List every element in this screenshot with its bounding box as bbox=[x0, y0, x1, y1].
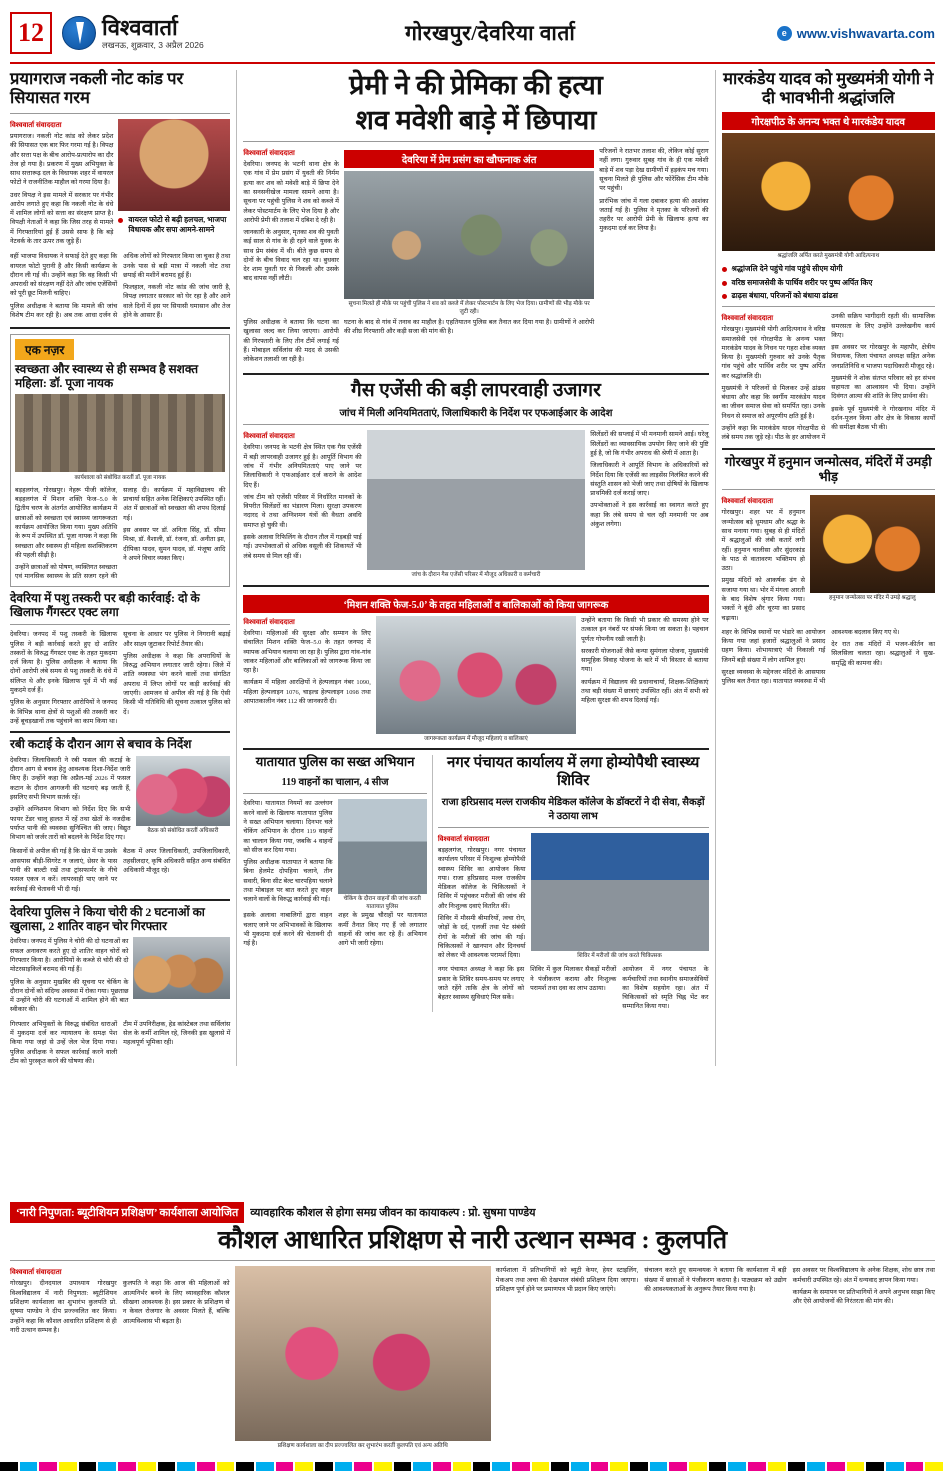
kicker: ‘मिशन शक्ति फेज-5.0’ के तहत महिलाओं व बालिकाओं को किया जागरूक bbox=[243, 595, 708, 613]
color-swatch bbox=[492, 1462, 510, 1471]
photo-caption: जागरूकता कार्यक्रम में मौजूद महिलाएं व बालिकाएं bbox=[423, 735, 528, 742]
bullet-item: ढाढ़स बंधाया, परिजनों को बंधाया ढांढस bbox=[722, 291, 936, 301]
paragraph: देवरिया। जनपद में पुलिस ने चोरी की दो घटनाओं का सफल अनावरण करते हुए दो शातिर वाहन चोरों को गिरफ्तार किया है। आरोपियों के कब्जे से चोरी की दो मोटरसाइकिलें बरामद की गई हैं। bbox=[10, 938, 129, 974]
paragraph: शहर के विभिन्न स्थानों पर भंडारे का आयोजन किया गया जहां हजारों श्रद्धालुओं ने प्रसाद ग्रहण किया। शोभायात्राएं भी निकाली गईं जिनमें बड़ी संख्या में लोग शामिल हुए। bbox=[721, 628, 826, 664]
article-photo bbox=[136, 756, 231, 826]
byline: विश्ववार्ता संवाददाता bbox=[243, 618, 295, 626]
headline-line1: प्रेमी ने की प्रेमिका की हत्या bbox=[349, 70, 603, 100]
color-swatches bbox=[0, 1462, 945, 1471]
paragraph: पुलिस अधीक्षक ने कहा कि अपराधियों के विरुद्ध अभियान लगातार जारी रहेगा। जिले में शांति व्यवस्था भंग करने वालों तथा संगठित अपराध में लिप्त लोगों पर कड़ी कार्रवाई की जाएगी। आमजन से अपील की गई है कि ऐसी किसी भी गतिविधि की सूचना तत्काल पुलिस को दें। bbox=[123, 652, 231, 716]
publication-logo bbox=[62, 16, 204, 50]
paragraph: उधर विपक्ष ने इस मामले में सरकार पर गंभीर आरोप लगाते हुए कहा कि नकली नोट के धंधे में शामिल लोगों को सत्ता का संरक्षण प्राप्त है। विपक्षी नेताओं ने कहा कि जिस तरह से मामले में गिरफ्तारियां हुई हैं उससे साफ है कि बड़े नेटवर्क के तार ऊपर तक जुड़े हैं। bbox=[10, 191, 114, 246]
color-swatch bbox=[177, 1462, 195, 1471]
paragraph: सिलेंडरों की सप्लाई में भी मनमानी सामने आई। घरेलू सिलेंडरों का व्यावसायिक उपयोग किए जाने की पुष्टि हुई है, जो कि गंभीर अपराध की श्रेणी में आता है। bbox=[590, 431, 709, 457]
paragraph: पुलिस अधीक्षक ने बताया कि घटना का खुलासा जल्द कर लिया जाएगा। आरोपी की गिरफ्तारी के लिए तीन टीमें लगाई गई हैं। मोबाइल सर्विलांस की मदद से उसकी लोकेशन तलाशी जा रही है। bbox=[243, 319, 339, 364]
training-banner-right: व्यावहारिक कौशल से होगा समग्र जीवन का कायाकल्प : प्रो. सुषमा पाण्डेय bbox=[250, 1206, 536, 1219]
paragraph: कार्यक्रम के समापन पर प्रतिभागियों ने अपने अनुभव साझा किए और ऐसे आयोजनों की निरंतरता की मांग की। bbox=[792, 1289, 935, 1306]
headline: कौशल आधारित प्रशिक्षण से नारी उत्थान सम्भव : कुलपति bbox=[217, 1226, 728, 1254]
headline: स्वच्छता और स्वास्थ्य से ही सम्भव है सशक्त महिला: डॉ. पूजा नायक bbox=[15, 361, 199, 390]
color-swatch bbox=[276, 1462, 294, 1471]
color-swatch bbox=[886, 1462, 904, 1471]
publication-edition-date: लखनऊ, शुक्रवार, 3 अप्रैल 2026 bbox=[102, 39, 204, 50]
training-banner-left: ‘नारी निपुणता: ब्यूटीशियन प्रशिक्षण’ कार्यशाला आयोजित bbox=[10, 1202, 244, 1223]
byline: विश्ववार्ता संवाददाता bbox=[721, 498, 774, 506]
logo-icon bbox=[62, 16, 96, 50]
byline: विश्ववार्ता संवाददाता bbox=[10, 1269, 62, 1277]
paragraph: घटना के बाद से गांव में तनाव का माहौल है। एहतियातन पुलिस बल तैनात कर दिया गया है। ग्रामीणों ने आरोपी की शीघ्र गिरफ्तारी और कड़ी सजा की मांग की है। bbox=[343, 319, 595, 336]
photo-caption: प्रशिक्षण कार्यशाला का दीप प्रज्ज्वलित कर शुभारंभ करतीं कुलपति एवं अन्य अतिथि bbox=[277, 1443, 448, 1450]
paragraph: उन्होंने छात्राओं को पोषण, व्यक्तिगत स्वच्छता एवं मानसिक स्वास्थ्य के प्रति सजग रहने की सलाह दी। कार्यक्रम में महाविद्यालय की प्राचार्या सहित अनेक शिक्षिकाएं उपस्थित रहीं। अंत में छात्राओं को स्वच्छता की शपथ दिलाई गई। bbox=[15, 486, 226, 581]
article-ek-nazar bbox=[10, 334, 230, 587]
paragraph: बड़हलगंज, गोरखपुर। नगर पंचायत कार्यालय परिसर में निःशुल्क होम्योपैथी स्वास्थ्य शिविर का आयोजन किया गया। राजा हरिप्रसाद मल्ल राजकीय मेडिकल कॉलेज के चिकित्सकों ने शिविर में पहुंचकर मरीजों की जांच की और निःशुल्क दवाएं वितरित कीं। bbox=[437, 846, 526, 910]
kicker: देवरिया में प्रेम प्रसंग का खौफनाक अंत bbox=[344, 150, 594, 168]
color-swatch bbox=[847, 1462, 865, 1471]
color-swatch bbox=[354, 1462, 372, 1471]
paragraph: शिविर में मौसमी बीमारियों, त्वचा रोग, जोड़ों के दर्द, एलर्जी तथा पेट संबंधी रोगों के मरीजों की जांच की गई। चिकित्सकों ने खानपान और दिनचर्या को लेकर भी आवश्यक परामर्श दिया। bbox=[437, 914, 526, 960]
color-swatch bbox=[236, 1462, 254, 1471]
color-swatch bbox=[728, 1462, 746, 1471]
paragraph: जांच टीम को एजेंसी परिसर में निर्धारित मानकों के विपरीत सिलेंडरों का भंडारण मिला। सुरक्षा उपकरण नदारद थे तथा अग्निशमन यंत्रों की वैधता अवधि समाप्त हो चुकी थी। bbox=[243, 493, 362, 529]
article-photo bbox=[118, 119, 230, 211]
paragraph: परिजनों ने रातभर तलाश की, लेकिन कोई सुराग नहीं लगा। गुरुवार सुबह गांव के ही एक मवेशी बाड़े में शव पड़ा देख ग्रामीणों में हड़कंप मच गया। सूचना मिलते ही पुलिस और फोरेंसिक टीम मौके पर पहुंची। bbox=[599, 148, 709, 193]
color-swatch bbox=[807, 1462, 825, 1471]
color-swatch bbox=[473, 1462, 491, 1471]
paragraph: देवरिया। जनपद में पशु तस्करी के खिलाफ पुलिस ने बड़ी कार्रवाई करते हुए दो शातिर तस्करों के विरुद्ध गैंगस्टर एक्ट के तहत मुकदमा दर्ज किया है। पुलिस अधीक्षक ने बताया कि दोनों आरोपी लंबे समय से पशु तस्करी के धंधे में संलिप्त थे और इनके खिलाफ पूर्व में भी कई मुकदमे दर्ज हैं। bbox=[10, 631, 118, 694]
color-swatch bbox=[906, 1462, 924, 1471]
color-swatch bbox=[610, 1462, 628, 1471]
color-swatch bbox=[630, 1462, 648, 1471]
section-title: गोरखपुर/देवरिया वार्ता bbox=[405, 21, 576, 45]
paragraph: देर रात तक मंदिरों में भजन-कीर्तन का सिलसिला चलता रहा। श्रद्धालुओं ने सुख-समृद्धि की कामना की। bbox=[831, 641, 936, 667]
color-swatch bbox=[866, 1462, 884, 1471]
paragraph: गोरखपुर। मुख्यमंत्री योगी आदित्यनाथ ने वरिष्ठ समाजसेवी एवं गोरक्षपीठ के अनन्य भक्त मारकंडेय यादव के निधन पर गहरा शोक व्यक्त किया है। मुख्यमंत्री गुरुवार को उनके पैतृक गांव पहुंचे और पार्थिव शरीर पर पुष्प अर्पित कर श्रद्धांजलि दी। bbox=[721, 326, 826, 380]
paragraph: मुख्यमंत्री ने परिजनों से मिलकर उन्हें ढांढस बंधाया और कहा कि स्वर्गीय मारकंडेय यादव का जीवन समाज सेवा को समर्पित रहा। उनके निधन से समाज को अपूरणीय क्षति हुई है। bbox=[721, 384, 826, 420]
color-swatch bbox=[20, 1462, 38, 1471]
color-swatch bbox=[98, 1462, 116, 1471]
paragraph: पुलिस के अनुसार गिरफ्तार आरोपियों ने जनपद के विभिन्न थाना क्षेत्रों से पशुओं की तस्करी कर उन्हें बूचड़खानों तक पहुंचाने का काम किया था। सूचना के आधार पर पुलिस ने निगरानी बढ़ाई और साक्ष्य जुटाकर रिपोर्ट तैयार की। bbox=[10, 631, 231, 725]
paragraph: पुलिस अधीक्षक यातायात ने बताया कि बिना हेलमेट दोपहिया चलाने, तीन सवारी, बिना सीट बेल्ट चारपहिया चलाने तथा मोबाइल पर बात करते हुए वाहन चलाने वालों के विरुद्ध कार्रवाई की गई। bbox=[243, 859, 333, 904]
color-swatch bbox=[551, 1462, 569, 1471]
article-hanuman-janmotsav bbox=[722, 455, 936, 687]
article-photo bbox=[338, 799, 427, 894]
paragraph: नगर पंचायत अध्यक्ष ने कहा कि इस प्रकार के शिविर समय-समय पर लगाए जाते रहेंगे ताकि क्षेत्र के लोगों को बेहतर स्वास्थ्य सुविधाएं मिल सकें। bbox=[437, 966, 525, 1002]
photo-caption: जांच के दौरान गैस एजेंसी परिसर में मौजूद अधिकारी व कर्मचारी bbox=[411, 572, 541, 579]
color-swatch bbox=[650, 1462, 668, 1471]
color-swatch bbox=[0, 1462, 18, 1471]
paragraph: प्रारंभिक जांच में गला दबाकर हत्या की आशंका जताई गई है। पुलिस ने मृतका के परिजनों की तहरीर पर आरोपी प्रेमी के खिलाफ हत्या का मुकदमा दर्ज कर लिया है। bbox=[599, 197, 709, 233]
masthead bbox=[10, 8, 935, 64]
paragraph: शिविर में कुल मिलाकर सैकड़ों मरीजों ने पंजीकरण कराया और निःशुल्क परामर्श तथा दवा का लाभ उठाया। bbox=[530, 966, 617, 992]
byline: विश्ववार्ता संवाददाता bbox=[437, 835, 490, 843]
color-swatch bbox=[256, 1462, 274, 1471]
paragraph: गोरखपुर। शहर भर में हनुमान जन्मोत्सव बड़े धूमधाम और श्रद्धा के साथ मनाया गया। सुबह से ही मंदिरों में श्रद्धालुओं की लंबी कतारें लगी रहीं। हनुमान चालीसा और सुंदरकांड के पाठ से वातावरण भक्तिमय हो उठा। bbox=[721, 509, 805, 573]
article-beautician-training bbox=[10, 1198, 935, 1451]
byline: विश्ववार्ता संवाददाता bbox=[243, 433, 295, 441]
headline: प्रयागराज नकली नोट कांड पर सियासत गरम bbox=[10, 69, 184, 107]
article-photo bbox=[376, 616, 576, 734]
color-swatch bbox=[217, 1462, 235, 1471]
byline: विश्ववार्ता संवाददाता bbox=[721, 315, 774, 323]
article-rabi-fire-safety bbox=[10, 738, 230, 894]
paragraph: प्रयागराज। नकली नोट कांड को लेकर प्रदेश की सियासत एक बार फिर गरमा गई है। विपक्ष और सत्ता पक्ष के बीच आरोप-प्रत्यारोप का दौर तेज हो गया है। प्रकरण में मुख्य अभियुक्त के साथ सत्तारूढ़ दल के विधायक शहर में वायरल फोटो ने राजनीतिक माहौल को गरमा दिया है। bbox=[10, 132, 114, 187]
article-prayagraj-fake-notes bbox=[10, 70, 230, 322]
color-swatch bbox=[374, 1462, 392, 1471]
bullet-item: श्रद्धांजलि देने पहुंचे गांव पहुंचे सीएम योगी bbox=[722, 264, 936, 274]
article-mission-shakti bbox=[243, 592, 708, 744]
paragraph: देवरिया। जनपद के भटनी थाना क्षेत्र के एक गांव में प्रेम प्रसंग में युवती की निर्मम हत्या कर शव को मवेशी बाड़े में छिपा देने का सनसनीखेज मामला सामने आया है। सूचना पर पहुंची पुलिस ने शव को कब्जे में लेकर पोस्टमार्टम के लिए भेज दिया है और आरोपी प्रेमी की तलाश में दबिश दे रही है। bbox=[243, 161, 339, 224]
paragraph: फिलहाल, नकली नोट कांड की जांच जारी है, विपक्ष लगातार सरकार को घेर रहा है और आने वाले दिनों में इस पर सियासी घमासान और तेज होने के आसार हैं। bbox=[123, 284, 231, 319]
color-swatch bbox=[925, 1462, 943, 1471]
kicker: गोरक्षपीठ के अनन्य भक्त थे मारकंडेय यादव bbox=[722, 112, 936, 130]
headline: देवरिया पुलिस ने किया चोरी की 2 घटनाओं का खुलासा, 2 शातिर वाहन चोर गिरफ्तार bbox=[10, 904, 205, 933]
paragraph: जानकारी के अनुसार, मृतका शव की युवती कई साल से गांव के ही रहने वाले युवक के साथ प्रेम संबंध में थी। बीते कुछ समय से दोनों के बीच विवाद चल रहा था। बुधवार देर शाम युवती घर से निकली और उसके बाद वापस नहीं लौटी। bbox=[243, 229, 339, 283]
color-swatch bbox=[158, 1462, 176, 1471]
bullet-item: वायरल फोटो से बढ़ी हलचल, भाजपा विधायक और सपा आमने-सामने bbox=[118, 215, 230, 236]
paragraph: उपभोक्ताओं ने इस कार्रवाई का स्वागत करते हुए कहा कि लंबे समय से चल रही मनमानी पर अब अंकुश लगेगा। bbox=[590, 502, 709, 528]
paragraph: इस अवसर पर डॉ. अनिता सिंह, डॉ. सीमा मिश्रा, डॉ. वैशाली, डॉ. रंजना, डॉ. अनीता झा, दीपिका यादव, सुमन यादव, डॉ. मंजूषा आदि ने अपने विचार व्यक्त किए। bbox=[123, 527, 226, 562]
color-swatch bbox=[39, 1462, 57, 1471]
paragraph: देवरिया। जिलाधिकारी ने रबी फसल की कटाई के दौरान आग से बचाव हेतु आवश्यक दिशा-निर्देश जारी किए हैं। उन्होंने कहा कि अप्रैल-मई 2026 में फसल कटान के दौरान आगजनी की घटनाएं बढ़ जाती हैं, इसलिए सभी विभाग सतर्क रहें। bbox=[10, 756, 131, 802]
paragraph: कुलपति ने कहा कि आज की महिलाओं को आत्मनिर्भर बनने के लिए व्यावहारिक कौशल सीखना आवश्यक है। इस प्रकार के प्रशिक्षण से न केवल रोजगार के अवसर मिलते हैं, बल्कि आत्मविश्वास भी बढ़ता है। bbox=[122, 1280, 230, 1325]
color-swatch bbox=[669, 1462, 687, 1471]
color-swatch bbox=[453, 1462, 471, 1471]
bullet-item: वरिष्ठ समाजसेवी के पार्थिव शरीर पर पुष्प अर्पित किए bbox=[722, 278, 936, 288]
article-photo bbox=[344, 171, 594, 299]
headline: गोरखपुर में हनुमान जन्मोत्सव, मंदिरों में उमड़ी भीड़ bbox=[724, 453, 932, 484]
paragraph: किसानों से अपील की गई है कि खेत में या उसके आसपास बीड़ी-सिगरेट न जलाएं, थ्रेसर के पास पानी की बाल्टी रखें तथा ट्रांसफार्मर के नीचे फसल एकत्र न करें। लापरवाही पाए जाने पर कार्रवाई की चेतावनी भी दी गई। bbox=[10, 848, 118, 893]
paragraph: मुख्यमंत्री ने शोक संतप्त परिवार को हर संभव सहायता का आश्वासन भी दिया। उन्होंने दिवंगत आत्मा की शांति के लिए प्रार्थना की। bbox=[831, 374, 936, 401]
paragraph: उन्होंने बताया कि किसी भी प्रकार की समस्या होने पर तत्काल इन नंबरों पर संपर्क किया जा सकता है। पहचान पूर्णतः गोपनीय रखी जाती है। bbox=[581, 616, 709, 643]
paragraph: कार्यक्रम में विद्यालय की प्रधानाचार्या, शिक्षक-शिक्षिकाएं तथा बड़ी संख्या में छात्राएं उपस्थित रहीं। अंत में सभी को महिला सुरक्षा की शपथ दिलाई गई। bbox=[581, 678, 709, 705]
color-swatch bbox=[59, 1462, 77, 1471]
photo-caption: शिविर में मरीजों की जांच करते चिकित्सक bbox=[577, 952, 662, 959]
column-right bbox=[722, 70, 936, 1066]
photo-caption: हनुमान जन्मोत्सव पर मंदिर में उमड़े श्रद्धालु bbox=[829, 595, 916, 602]
article-photo bbox=[235, 1266, 491, 1441]
article-theft-solved bbox=[10, 906, 230, 1066]
headline: मारकंडेय यादव को मुख्यमंत्री योगी ने दी भावभीनी श्रद्धांजलि bbox=[723, 69, 934, 107]
color-swatch bbox=[433, 1462, 451, 1471]
photo-caption: चेकिंग के दौरान वाहनों की जांच करती यातायात पुलिस bbox=[343, 896, 421, 910]
paragraph: गोरखपुर। दीनदयाल उपाध्याय गोरखपुर विश्वविद्यालय में नारी निपुणता: ब्यूटीशियन प्रशिक्षण कार्यशाला का शुभारंभ कुलपति प्रो. सुषमा पाण्डेय ने दीप प्रज्ज्वलित कर किया। उन्होंने कहा कि कौशल आधारित प्रशिक्षण से ही नारी उत्थान सम्भव है। bbox=[10, 1280, 117, 1334]
article-photo bbox=[531, 833, 709, 951]
paragraph: इसके अलावा नाबालिगों द्वारा वाहन चलाए जाने पर अभिभावकों के खिलाफ भी मुकदमा दर्ज करने की चेतावनी दी गई है। bbox=[243, 912, 333, 948]
headline: देवरिया में पशु तस्करी पर बड़ी कार्रवाई: दो के खिलाफ गैंगस्टर एक्ट लगा bbox=[10, 590, 200, 619]
color-swatch bbox=[709, 1462, 727, 1471]
headline: नगर पंचायत कार्यालय में लगा होम्योपैथी स्वास्थ्य शिविर bbox=[447, 755, 700, 789]
paragraph: संचालन करते हुए समन्वयक ने बताया कि कार्यशाला में बड़ी संख्या में छात्राओं ने पंजीकरण कराया है। पाठ्यक्रम को उद्योग की आवश्यकताओं के अनुरूप तैयार किया गया है। bbox=[644, 1267, 787, 1294]
color-swatch bbox=[335, 1462, 353, 1471]
headline: यातायात पुलिस का सख्त अभियान bbox=[255, 754, 415, 770]
article-photo bbox=[15, 394, 225, 472]
paragraph: वहीं भाजपा विधायक ने सफाई देते हुए कहा कि वायरल फोटो पुरानी है और किसी कार्यक्रम के दौरान ली गई थी। उन्होंने कहा कि वह किसी भी अपराधी को संरक्षण नहीं देते और जांच एजेंसियों को पूरी छूट मिलनी चाहिए। bbox=[10, 253, 118, 298]
headline-line2: शव मवेशी बाड़े में छिपाया bbox=[355, 105, 597, 136]
paragraph: इसके अलावा रिफिलिंग के दौरान तौल में गड़बड़ी पाई गई। उपभोक्ताओं से अधिक वसूली की शिकायतें भी लंबे समय से मिल रही थीं। bbox=[243, 533, 362, 560]
paragraph: पुलिस के अनुसार मुखबिर की सूचना पर चेकिंग के दौरान दोनों को संदिग्ध अवस्था में रोका गया। पूछताछ में उन्होंने चोरी की घटनाओं में शामिल होने की बात स्वीकार की। bbox=[10, 978, 129, 1014]
photo-caption: बैठक को संबोधित करतीं अधिकारी bbox=[147, 827, 219, 834]
column-divider bbox=[236, 70, 237, 1066]
subheadline: राजा हरिप्रसाद मल्ल राजकीय मेडिकल कॉलेज के डॉक्टरों ने दी सेवा, सैकड़ों ने उठाया लाभ bbox=[441, 796, 705, 822]
color-swatch bbox=[768, 1462, 786, 1471]
paragraph: पुलिस अधीक्षक ने बताया कि मामले की जांच विशेष टीम कर रही है। अब तक आधा दर्जन से अधिक लोगों को गिरफ्तार किया जा चुका है तथा उनके पास से बड़ी मात्रा में नकली नोट तथा छपाई की मशीनें बरामद हुई हैं। bbox=[10, 253, 231, 319]
column-center bbox=[243, 70, 708, 1066]
paragraph: इस अवसर पर गोरखपुर के महापौर, क्षेत्रीय विधायक, जिला पंचायत अध्यक्ष सहित अनेक जनप्रतिनिधि व भाजपा पदाधिकारी मौजूद रहे। bbox=[831, 344, 936, 370]
photo-caption: कार्यशाला को संबोधित करतीं डॉ. पूजा नायक bbox=[74, 475, 166, 482]
paragraph: इसके पूर्व मुख्यमंत्री ने गोरखनाथ मंदिर में दर्शन-पूजन किया और क्षेत्र के विकास कार्यों की समीक्षा बैठक भी की। bbox=[831, 405, 936, 432]
paragraph: सरकारी योजनाओं जैसे कन्या सुमंगला योजना, मुख्यमंत्री सामूहिक विवाह योजना के बारे में भी विस्तार से बताया गया। bbox=[581, 647, 709, 674]
article-gas-agency bbox=[243, 380, 708, 580]
paragraph: उन्होंने कहा कि मारकंडेय यादव गोरक्षपीठ से लंबे समय तक जुड़े रहे। पीठ के हर आयोजन में उनकी सक्रिय भागीदारी रहती थी। सामाजिक समरसता के लिए उन्होंने उल्लेखनीय कार्य किए। bbox=[721, 313, 936, 442]
article-photo bbox=[722, 133, 936, 251]
headline: रबी कटाई के दौरान आग से बचाव के निर्देश bbox=[10, 737, 192, 752]
paragraph: शहर के प्रमुख चौराहों पर यातायात कर्मी तैनात किए गए हैं जो लगातार वाहनों की जांच कर रहे हैं। अभियान आगे भी जारी रहेगा। bbox=[338, 912, 427, 948]
paragraph: कार्यक्रम में महिला आरक्षियों ने हेल्पलाइन नंबर 1090, महिला हेल्पलाइन 1076, चाइल्ड हेल्पलाइन 1098 तथा आपातकालीन नंबर 112 की जानकारी दी। bbox=[243, 679, 371, 705]
color-swatch bbox=[138, 1462, 156, 1471]
article-markandey-tribute bbox=[722, 70, 936, 443]
paragraph: कार्यशाला में प्रतिभागियों को ब्यूटी केयर, हेयर स्टाइलिंग, मेकअप तथा त्वचा की देखभाल संबंधी प्रशिक्षण दिया जाएगा। प्रशिक्षण पूर्ण होने पर प्रमाणपत्र भी प्रदान किए जाएंगे। bbox=[495, 1267, 639, 1294]
color-swatch bbox=[748, 1462, 766, 1471]
photo-caption: सूचना मिलते ही मौके पर पहुंची पुलिस ने शव को कब्जे में लेकर पोस्टमार्टम के लिए भेज दिया। ग्रामीणों की भीड़ मौके पर जुटी रही। bbox=[348, 301, 590, 315]
color-swatch bbox=[788, 1462, 806, 1471]
photo-caption: श्रद्धांजलि अर्पित करते मुख्यमंत्री योगी आदित्यनाथ bbox=[777, 252, 880, 259]
color-swatch bbox=[118, 1462, 136, 1471]
subheadline: 119 वाहनों का चालान, 4 सीज bbox=[281, 777, 389, 789]
page-number: 12 bbox=[10, 12, 52, 54]
paragraph: सुरक्षा व्यवस्था के मद्देनजर मंदिरों के आसपास पुलिस बल तैनात रहा। यातायात व्यवस्था में भी आवश्यक बदलाव किए गए थे। bbox=[721, 628, 900, 686]
section-label: एक नज़र bbox=[15, 339, 74, 360]
subheadline: जांच में मिली अनियमितताएं, जिलाधिकारी के निर्देश पर एफआईआर के आदेश bbox=[339, 408, 613, 420]
paragraph: देवरिया। महिलाओं की सुरक्षा और सम्मान के लिए संचालित मिशन शक्ति फेज–5.0 के तहत जनपद में व्यापक अभियान चलाया जा रहा है। पुलिस द्वारा गांव-गांव जाकर महिलाओं और बालिकाओं को जागरूक किया जा रहा है। bbox=[243, 629, 371, 675]
color-swatch bbox=[827, 1462, 845, 1471]
paragraph: टीम में उपनिरीक्षक, हेड कांस्टेबल तथा सर्विलांस सेल के कर्मी शामिल रहे, जिनकी इस खुलासे में महत्वपूर्ण भूमिका रही। bbox=[123, 1020, 231, 1047]
column-divider bbox=[715, 70, 716, 1066]
byline: विश्ववार्ता संवाददाता bbox=[10, 121, 62, 129]
highlight-bullets bbox=[118, 215, 230, 236]
paragraph: बैठक में अपर जिलाधिकारी, उपजिलाधिकारी, तहसीलदार, कृषि अधिकारी सहित अन्य संबंधित अधिकारी मौजूद रहे। bbox=[123, 848, 231, 875]
paragraph: गिरफ्तार अभियुक्तों के विरुद्ध संबंधित धाराओं में मुकदमा दर्ज कर न्यायालय के समक्ष पेश किया गया जहां से उन्हें जेल भेज दिया गया। पुलिस अधीक्षक ने सफल कार्रवाई करने वाली टीम को पुरस्कृत करने की घोषणा की। bbox=[10, 1020, 118, 1065]
paragraph: देवरिया। जनपद के भटनी क्षेत्र स्थित एक गैस एजेंसी में बड़ी लापरवाही उजागर हुई है। आपूर्ति विभाग की जांच में गंभीर अनियमितताएं पाए जाने पर जिलाधिकारी ने एफआईआर दर्ज कराने के आदेश दिए हैं। bbox=[243, 444, 362, 489]
byline: विश्ववार्ता संवाददाता bbox=[243, 150, 295, 158]
color-swatch bbox=[591, 1462, 609, 1471]
article-homeopathy-camp bbox=[438, 755, 709, 1011]
article-lead-murder bbox=[243, 70, 708, 368]
color-swatch bbox=[197, 1462, 215, 1471]
paragraph: जिलाधिकारी ने आपूर्ति विभाग के अधिकारियों को निर्देश दिया कि एजेंसी का लाइसेंस निलंबित करने की संस्तुति शासन को भेजी जाए तथा दोषियों के खिलाफ प्राथमिकी दर्ज कराई जाए। bbox=[590, 462, 709, 498]
paragraph: बड़हलगंज, गोरखपुर। नेहरू पीजी कॉलेज, बड़हलगंज में मिशन शक्ति फेज–5.0 के द्वितीय चरण के अंतर्गत आयोजित कार्यक्रम में छात्राओं को स्वच्छता एवं स्वास्थ्य जागरूकता कार्यक्रम आयोजित किया गया। मुख्य अतिथि के रूप में उपस्थित डॉ. पूजा नायक ने कहा कि स्वच्छता और स्वास्थ्य ही महिला सशक्तिकरण की पहली सीढ़ी है। bbox=[15, 486, 118, 559]
color-swatch bbox=[79, 1462, 97, 1471]
paragraph: इस अवसर पर विश्वविद्यालय के अनेक शिक्षक, शोध छात्र तथा कर्मचारी उपस्थित रहे। अंत में धन्यवाद ज्ञापन किया गया। bbox=[792, 1267, 935, 1284]
article-photo bbox=[133, 937, 230, 999]
paragraph: प्रमुख मंदिरों को आकर्षक ढंग से सजाया गया था। भोर में मंगला आरती के बाद विशेष श्रृंगार किया गया। भक्तों ने बूंदी और चूरमा का प्रसाद चढ़ाया। bbox=[721, 577, 805, 622]
headline: गैस एजेंसी की बड़ी लापरवाही उजागर bbox=[351, 379, 601, 401]
article-traffic-drive bbox=[243, 755, 427, 1011]
article-cattle-smuggling bbox=[10, 592, 230, 726]
highlight-bullets bbox=[722, 264, 936, 301]
paragraph: देवरिया। यातायात नियमों का उल्लंघन करने वालों के खिलाफ यातायात पुलिस ने सख्त अभियान चलाया। दिनभर चले चेकिंग अभियान के दौरान 119 वाहनों का चालान किया गया, जबकि 4 वाहनों को सीज कर दिया गया। bbox=[243, 800, 333, 854]
registration-marks bbox=[0, 1459, 945, 1473]
color-swatch bbox=[315, 1462, 333, 1471]
publication-title: विश्ववार्ता bbox=[102, 14, 178, 40]
article-photo bbox=[367, 430, 586, 570]
color-swatch bbox=[689, 1462, 707, 1471]
color-swatch bbox=[413, 1462, 431, 1471]
website-link[interactable] bbox=[777, 26, 935, 41]
article-photo bbox=[810, 495, 935, 593]
color-swatch bbox=[571, 1462, 589, 1471]
globe-icon: e bbox=[777, 26, 792, 41]
website-url: www.vishwavarta.com bbox=[796, 25, 935, 41]
color-swatch bbox=[532, 1462, 550, 1471]
paragraph: आयोजन में नगर पंचायत के कर्मचारियों तथा स्थानीय समाजसेवियों का विशेष सहयोग रहा। अंत में चिकित्सकों को स्मृति चिह्न भेंट कर सम्मानित किया गया। bbox=[622, 966, 709, 1011]
column-left bbox=[10, 70, 230, 1066]
color-swatch bbox=[295, 1462, 313, 1471]
color-swatch bbox=[394, 1462, 412, 1471]
paragraph: उन्होंने अग्निशमन विभाग को निर्देश दिए कि सभी फायर टेंडर चालू हालत में रहें तथा खेतों के नजदीक पर्याप्त पानी की व्यवस्था सुनिश्चित की जाए। विद्युत विभाग को जर्जर तारों को बदलने के निर्देश दिए गए। bbox=[10, 806, 131, 842]
color-swatch bbox=[512, 1462, 530, 1471]
